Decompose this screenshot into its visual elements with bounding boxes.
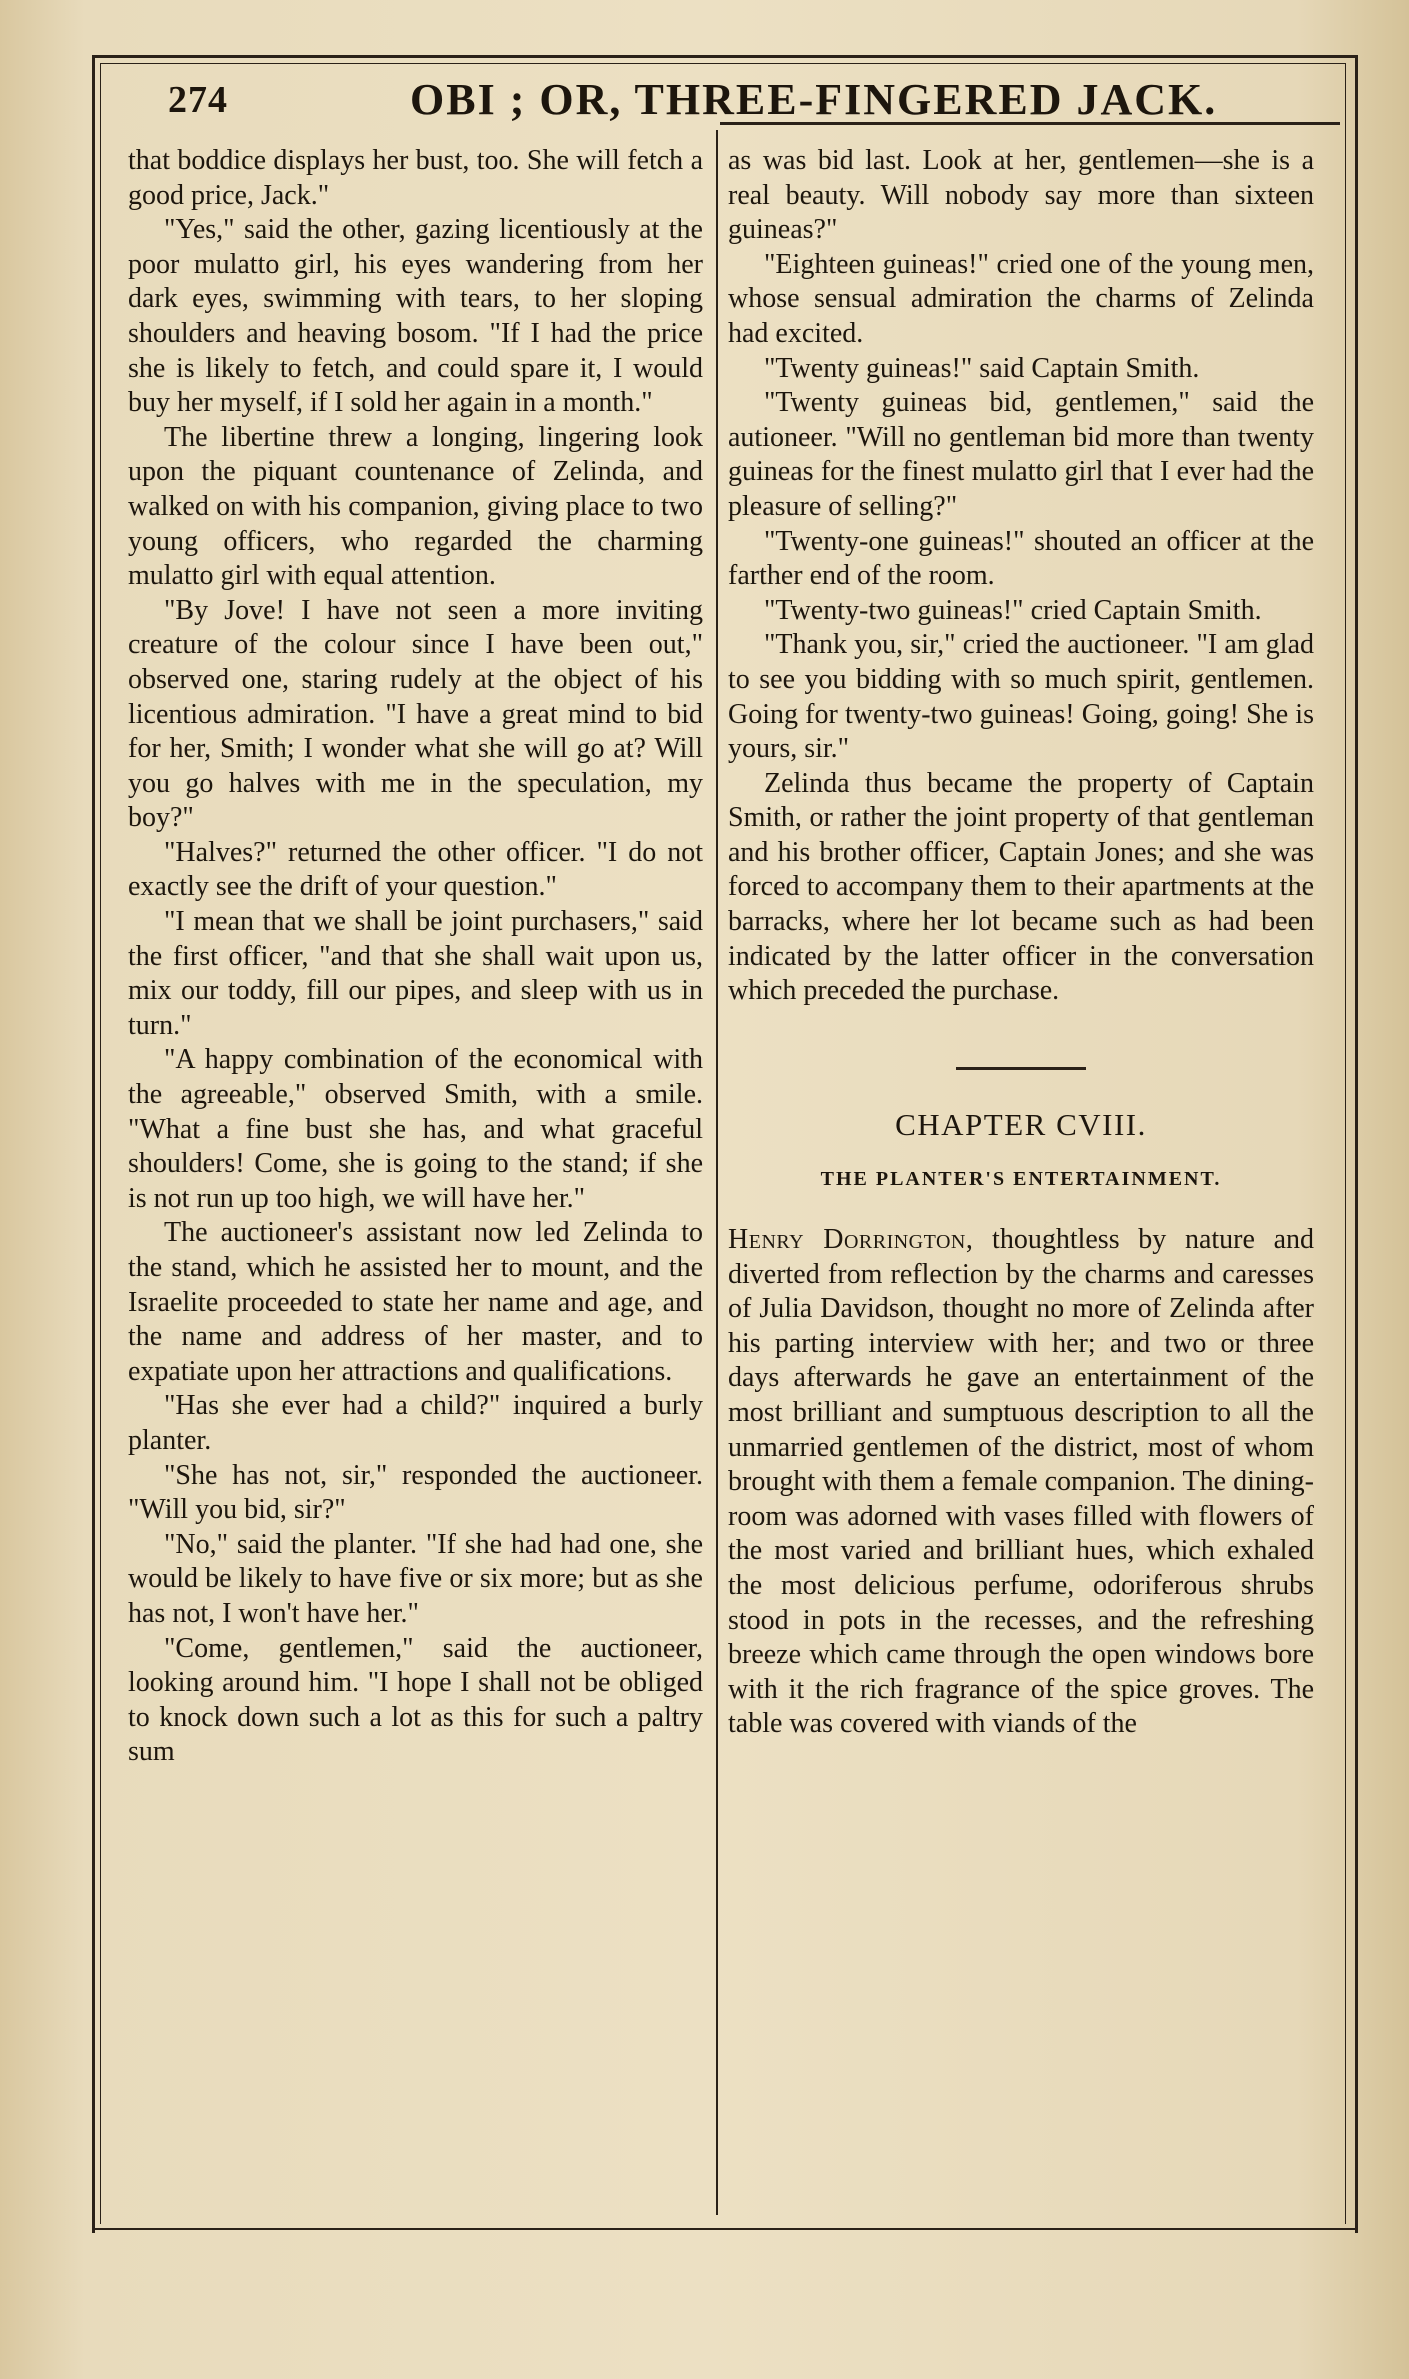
paragraph: "Twenty guineas!" said Captain Smith. <box>764 352 1200 384</box>
paragraph: The libertine threw a longing, lingering look upon the piquant countenance of Zelinda, and walked on with his companion, giving place to two young officers, who regarded the charming mulatto girl with equal attention. <box>128 421 703 592</box>
chapter-lead-words: Henry Dorrington, <box>728 1224 974 1256</box>
bottom-rule <box>95 2228 1355 2230</box>
paragraph: "Eighteen guineas!" cried one of the young men, whose sensual admiration the charms of Zelinda had excited. <box>728 248 1314 349</box>
chapter-paragraph <box>728 1223 1314 1742</box>
paragraph: The auctioneer's assistant now led Zelinda to the stand, which he assisted her to mount, and the Israelite proceeded to state her name and age, and the name and address of her master, and to expatiate upon her attractions and qualifications. <box>128 1217 703 1387</box>
page-header <box>100 70 1344 130</box>
right-column <box>728 144 1314 1742</box>
left-column <box>128 144 703 1770</box>
paragraph: "Yes," said the other, gazing licentiously at the poor mulatto girl, his eyes wandering from her dark eyes, swimming with tears, to her sloping shoulders and heaving bosom. "If I had the price she is likely to fetch, and could spare it, I would buy her myself, if I sold her again in a month." <box>128 214 703 419</box>
paragraph: "She has not, sir," responded the auctioneer. "Will you bid, sir?" <box>128 1459 703 1526</box>
paragraph: Zelinda thus became the property of Captain Smith, or rather the joint property of that gentleman and his brother officer, Captain Jones; and she was forced to accompany them to their apartments at the barracks, where her lot became such as had been indicated by the latter officer in the conversation which preceded the purchase. <box>728 767 1314 1007</box>
chapter-divider <box>956 1067 1086 1070</box>
column-divider <box>716 130 718 2215</box>
chapter-subtitle: THE PLANTER'S ENTERTAINMENT. <box>820 1168 1222 1191</box>
paragraph: that boddice displays her bust, too. She will fetch a good price, Jack." <box>128 145 703 211</box>
page-number: 274 <box>168 79 228 121</box>
paragraph: as was bid last. Look at her, gentlemen—she is a real beauty. Will nobody say more than sixteen guineas?" <box>728 145 1314 246</box>
paragraph: "Twenty-one guineas!" shouted an officer at the farther end of the room. <box>728 525 1314 592</box>
paragraph: "I mean that we shall be joint purchasers," said the first officer, "and that she shall wait upon us, mix our toddy, fill our pipes, and sleep with us in turn." <box>128 906 703 1041</box>
paragraph: "Thank you, sir," cried the auctioneer. "I am glad to see you bidding with so much spirit, gentlemen. Going for twenty-two guineas! Going, going! She is yours, sir." <box>728 629 1314 765</box>
chapter-body-text: thoughtless by nature and diverted from reflection by the charms and caresses of Julia Davidson, thought no more of Zelinda after his parting interview with her; and two or three days afterwards he gave an entertainment of the most brilliant and sumptuous description to all the unmarried gentlemen of the district, most of whom brought with them a female companion. The dining-room was adorned with vases filled with flowers of the most varied and brilliant hues, which exhaled the most delicious perfume, odoriferous shrubs stood in pots in the recesses, and the refreshing breeze which came through the open windows bore with it the rich fragrance of the spice groves. The table was covered with viands of the <box>728 1224 1314 1740</box>
paragraph: "By Jove! I have not seen a more inviting creature of the colour since I have been out," observed one, staring rudely at the object of his licentious admiration. "I have a great mind to bid for her, Smith; I wonder what she will go at? Will you go halves with me in the speculation, my boy?" <box>128 594 703 834</box>
running-title: OBI ; OR, THREE-FINGERED JACK. <box>410 75 1218 124</box>
chapter-title: CHAPTER CVIII. <box>895 1106 1147 1142</box>
paragraph: "No," said the planter. "If she had had one, she would be likely to have five or six more; but as she has not, I won't have her." <box>128 1528 703 1629</box>
paragraph: "A happy combination of the economical with the agreeable," observed Smith, with a smile. "What a fine bust she has, and what graceful shoulders! Come, she is going to the stand; if she is not run up too high, we will have her." <box>128 1044 703 1214</box>
header-rule <box>720 122 1340 125</box>
paragraph: "Twenty guineas bid, gentlemen," said the autioneer. "Will no gentleman bid more than twenty guineas for the finest mulatto girl that I ever had the pleasure of selling?" <box>728 387 1314 522</box>
paragraph: "Has she ever had a child?" inquired a burly planter. <box>128 1390 703 1456</box>
paragraph: "Twenty-two guineas!" cried Captain Smith. <box>764 594 1262 626</box>
paragraph: "Halves?" returned the other officer. "I do not exactly see the drift of your question." <box>128 836 703 903</box>
paragraph: "Come, gentlemen," said the auctioneer, looking around him. "I hope I shall not be obliged to knock down such a lot as this for such a paltry sum <box>128 1632 703 1768</box>
